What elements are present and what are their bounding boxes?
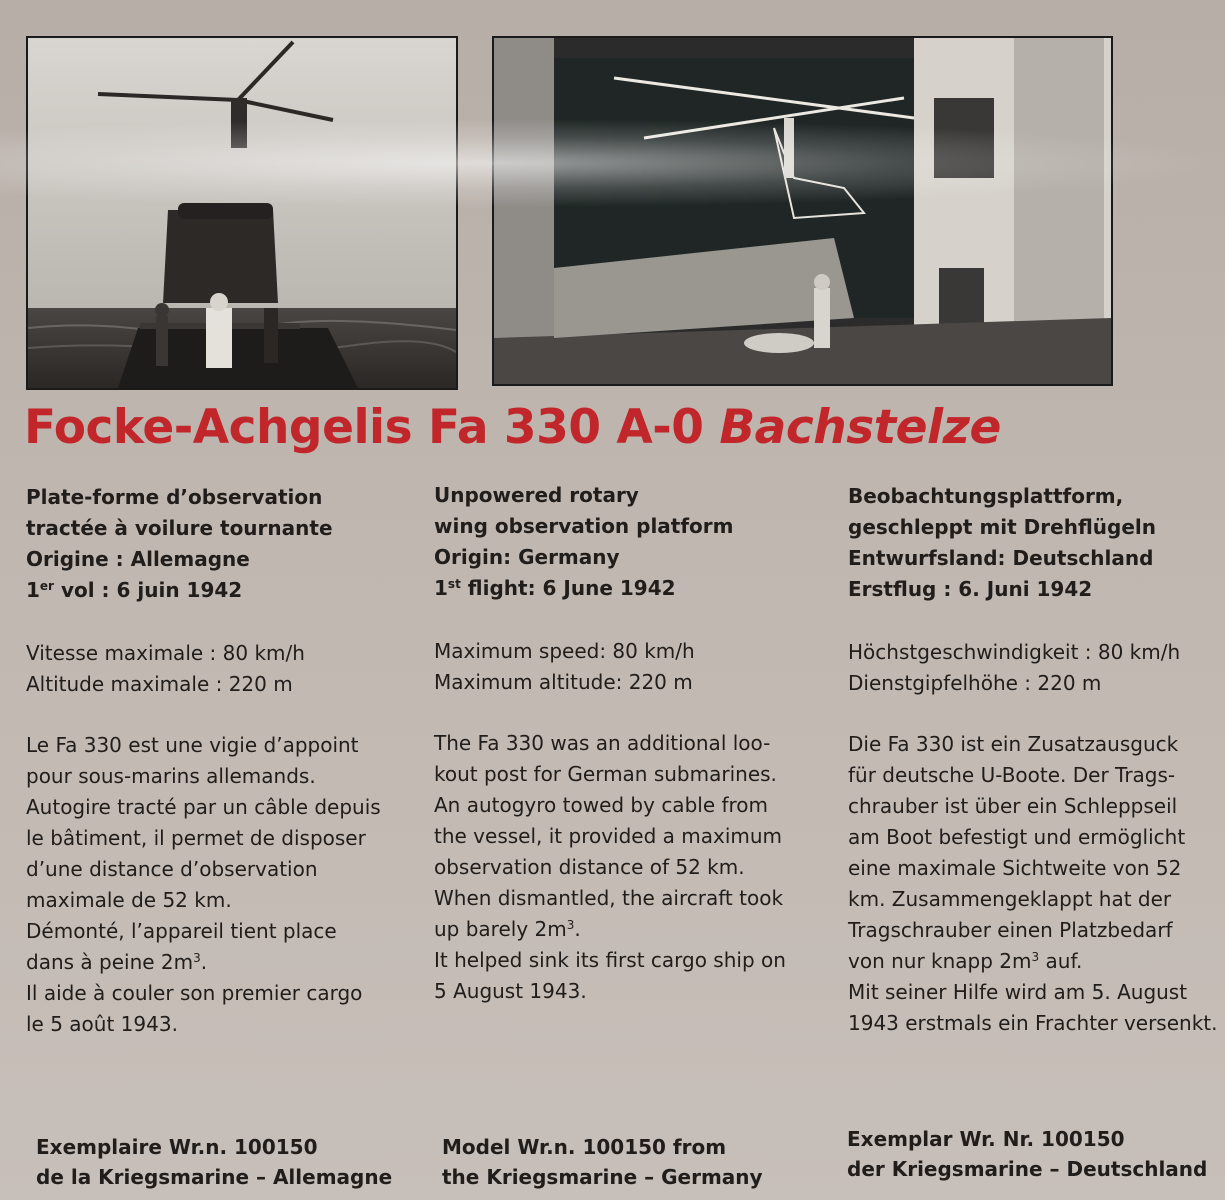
de-heading-1: Beobachtungsplattform, [848,484,1124,508]
en-paragraph-line: 5 August 1943. [434,979,587,1003]
de-paragraph-line: Die Fa 330 ist ein Zusatzausguck [848,732,1179,756]
de-paragraph-line: 1943 erstmals ein Frachter versenkt. [848,1011,1218,1035]
fr-first-flight-text: vol : 6 juin 1942 [53,578,243,602]
footer-de-line-1: Exemplar Wr. Nr. 100150 [847,1127,1125,1151]
en-max-speed: Maximum speed: 80 km/h [434,639,695,663]
page-title [24,400,1001,455]
fr-paragraph-line: le 5 août 1943. [26,1012,178,1036]
fr-paragraph-line [26,947,406,978]
column-english [434,480,814,1007]
footer-en-line-1: Model Wr.n. 100150 from [442,1135,727,1159]
fr-paragraph-line: d’une distance d’observation [26,857,318,881]
en-paragraph-line: kout post for German submarines. [434,762,777,786]
footer-fr-line-2: de la Kriegsmarine – Allemagne [36,1165,393,1189]
en-first-flight [434,573,814,604]
de-paragraph-line: am Boot befestigt und ermöglicht [848,825,1186,849]
fr-first-flight [26,575,406,606]
en-origin: Origin: Germany [434,545,620,569]
fr-paragraph-line: Le Fa 330 est une vigie d’appoint [26,733,359,757]
en-heading-2: wing observation platform [434,514,734,538]
en-paragraph-line [434,914,814,945]
de-volume-text: von nur knapp 2m [848,949,1032,973]
de-paragraph-line: chrauber ist über ein Schleppseil [848,794,1178,818]
fr-origin: Origine : Allemagne [26,547,250,571]
fr-first-flight-sup: er [39,579,54,593]
en-paragraph-line: The Fa 330 was an additional loo- [434,731,771,755]
de-paragraph-line [848,946,1220,977]
de-max-altitude: Dienstgipfelhöhe : 220 m [848,671,1102,695]
en-paragraph-line: It helped sink its first cargo ship on [434,948,786,972]
photo-autogyro-over-submarine-image [28,38,456,388]
column-french [26,482,406,1040]
fr-paragraph-line: Il aide à couler son premier cargo [26,981,363,1005]
en-paragraph-line: When dismantled, the aircraft took [434,886,784,910]
title-italic: Bachstelze [719,400,1001,455]
photo-autogyro-in-hangar [492,36,1113,386]
photo-autogyro-over-submarine [26,36,458,390]
de-volume-end: auf. [1039,949,1083,973]
en-heading-1: Unpowered rotary [434,483,639,507]
footer-de-line-2: der Kriegsmarine – Deutschland [847,1157,1208,1181]
en-volume-sup: 3 [566,918,575,932]
en-first-flight-text: flight: 6 June 1942 [460,576,676,600]
en-volume-text: up barely 2m [434,917,567,941]
en-volume-end: . [574,917,581,941]
fr-paragraph-line: maximale de 52 km. [26,888,232,912]
de-first-flight: Erstflug : 6. Juni 1942 [848,577,1093,601]
de-paragraph-line: für deutsche U-Boote. Der Trags- [848,763,1176,787]
fr-paragraph-line: Démonté, l’appareil tient place [26,919,337,943]
fr-max-altitude: Altitude maximale : 220 m [26,672,293,696]
en-first-flight-sup: st [447,577,461,591]
de-max-speed: Höchstgeschwindigkeit : 80 km/h [848,640,1181,664]
fr-heading-1: Plate-forme d’observation [26,485,323,509]
fr-max-speed: Vitesse maximale : 80 km/h [26,641,305,665]
fr-paragraph-line: pour sous-marins allemands. [26,764,316,788]
photo-autogyro-in-hangar-image [494,38,1111,384]
title-main: Focke-Achgelis Fa 330 A-0 [24,400,720,455]
fr-paragraph-line: le bâtiment, il permet de disposer [26,826,366,850]
footer-fr-line-1: Exemplaire Wr.n. 100150 [36,1135,318,1159]
fr-heading-2: tractée à voilure tournante [26,516,333,540]
footer-english [442,1132,763,1192]
en-first-flight-num: 1 [434,576,448,600]
en-paragraph-line: An autogyro towed by cable from [434,793,769,817]
de-paragraph-line: Mit seiner Hilfe wird am 5. August [848,980,1188,1004]
footer-german [847,1124,1207,1184]
footer-en-line-2: the Kriegsmarine – Germany [442,1165,763,1189]
fr-volume-end: . [200,950,208,974]
fr-volume-sup: 3 [193,951,201,965]
de-origin: Entwurfsland: Deutschland [848,546,1154,570]
de-paragraph-line: Tragschrauber einen Platzbedarf [848,918,1173,942]
column-german [848,481,1220,1039]
footer-french [36,1132,392,1192]
en-paragraph-line: the vessel, it provided a maximum [434,824,783,848]
fr-paragraph-line: Autogire tracté par un câble depuis [26,795,381,819]
de-paragraph-line: eine maximale Sichtweite von 52 [848,856,1182,880]
de-volume-sup: 3 [1031,950,1040,964]
de-paragraph-line: km. Zusammengeklappt hat der [848,887,1172,911]
fr-volume-text: dans à peine 2m [26,950,194,974]
fr-first-flight-num: 1 [26,578,40,602]
en-max-altitude: Maximum altitude: 220 m [434,670,693,694]
en-paragraph-line: observation distance of 52 km. [434,855,745,879]
de-heading-2: geschleppt mit Drehflügeln [848,515,1156,539]
